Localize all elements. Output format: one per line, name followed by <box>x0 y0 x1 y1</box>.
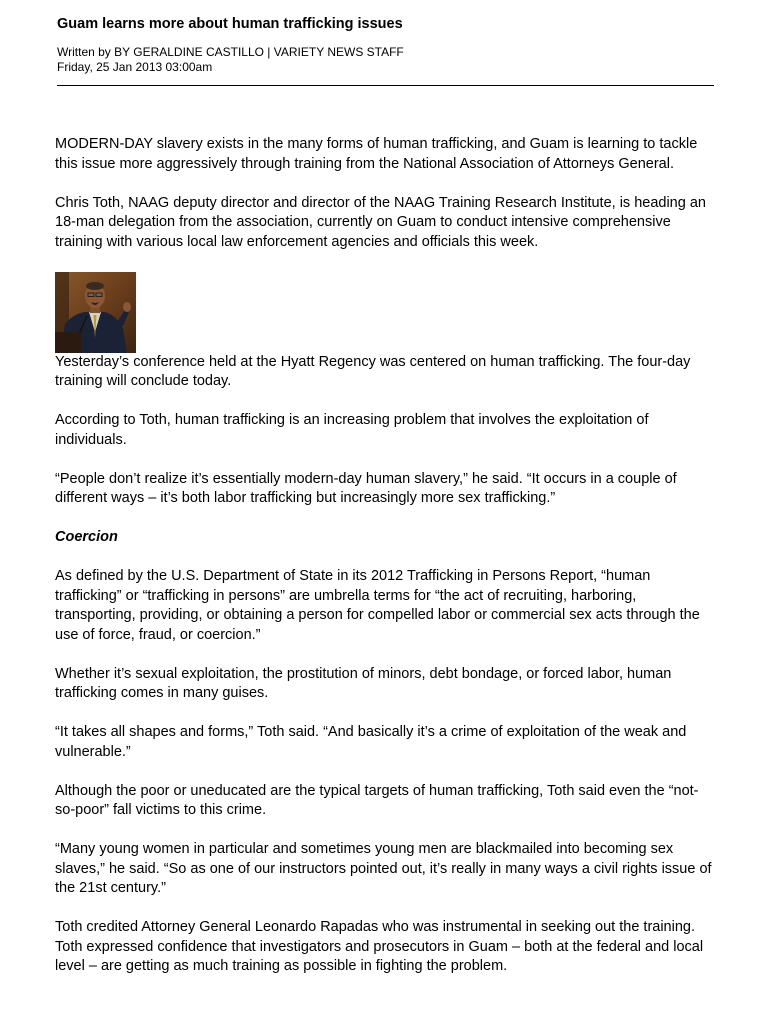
paragraph: MODERN-DAY slavery exists in the many forms of human trafficking, and Guam is learning to tackle this issue more aggressively through training from the National Association of Attorneys General. <box>55 136 698 172</box>
author-line: Written by BY GERALDINE CASTILLO | VARIETY NEWS STAFF <box>57 45 404 59</box>
article-title: Guam learns more about human trafficking issues <box>57 16 403 32</box>
paragraph: According to Toth, human trafficking is an increasing problem that involves the exploitation of individuals. <box>55 412 649 448</box>
paragraph: “Many young women in particular and sometimes young men are blackmailed into becoming sex slaves,” he said. “So as one of our instructors pointed out, it’s really in many ways a civil rights issue of the 21st century.” <box>55 841 712 896</box>
header-divider <box>57 85 714 86</box>
article-header <box>57 15 714 75</box>
speaker-photo <box>55 272 136 353</box>
paragraph: “People don’t realize it’s essentially modern-day human slavery,” he said. “It occurs in a couple of different ways – it’s both labor trafficking but increasingly more sex trafficking.” <box>55 470 677 506</box>
paragraph: “It takes all shapes and forms,” Toth said. “And basically it’s a crime of exploitation of the weak and vulnerable.” <box>55 724 687 760</box>
article-body <box>55 135 715 996</box>
article-byline <box>57 45 714 75</box>
paragraph: As defined by the U.S. Department of State in its 2012 Trafficking in Persons Report, “human trafficking” or “trafficking in persons” are umbrella terms for “the act of recruiting, harboring, transporting, providing, or obtaining a person for compelled labor or commercial sex acts through the use of force, fraud, or coercion.” <box>55 568 700 643</box>
paragraph: Toth credited Attorney General Leonardo Rapadas who was instrumental in seeking out the training. Toth expressed confidence that investigators and prosecutors in Guam – both at the federal and local level – are getting as much training as possible in fighting the problem. <box>55 919 704 974</box>
paragraph: Although the poor or uneducated are the typical targets of human trafficking, Toth said even the “not-so-poor” fall victims to this crime. <box>55 782 699 818</box>
paragraph: Yesterday’s conference held at the Hyatt Regency was centered on human trafficking. The four-day training will conclude today. <box>55 353 691 389</box>
paragraph: Whether it’s sexual exploitation, the prostitution of minors, debt bondage, or forced labor, human trafficking comes in many guises. <box>55 665 672 701</box>
paragraph: Chris Toth, NAAG deputy director and director of the NAAG Training Research Institute, is heading an 18-man delegation from the association, currently on Guam to conduct intensive comprehensive training with various local law enforcement agencies and officials this week. <box>55 194 706 250</box>
date-line: Friday, 25 Jan 2013 03:00am <box>57 60 213 74</box>
section-subhead: Coercion <box>55 529 118 545</box>
